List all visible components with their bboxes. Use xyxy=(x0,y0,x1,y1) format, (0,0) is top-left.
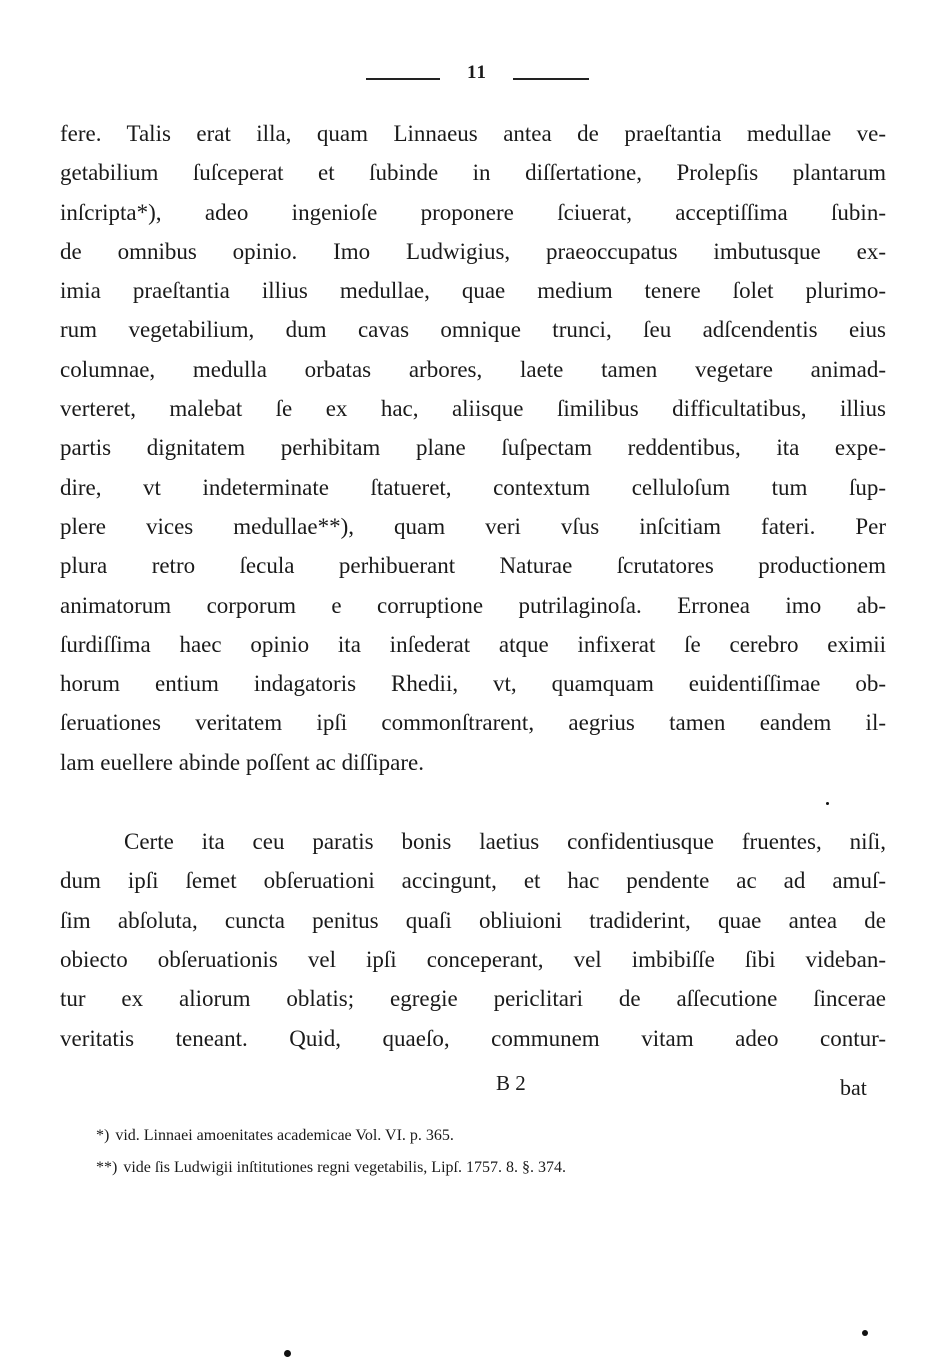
paragraph-2 xyxy=(60,822,886,1058)
text-line: inſcripta*), adeo ingenioſe proponere ſciuerat, acceptiſſima ſubin- xyxy=(60,199,886,225)
footnote xyxy=(96,1120,856,1152)
text-line: dum ipſi ſemet obſeruationi accingunt, et hac pendente ac ad amuſ- xyxy=(60,868,886,894)
text-line: plere vices medullae**), quam veri vſus inſcitiam fateri. Per xyxy=(60,513,886,539)
footnote xyxy=(96,1152,856,1184)
text-line: obiecto obſeruationis vel ipſi conceperant, vel imbibiſſe ſibi videban- xyxy=(60,946,886,972)
paragraph-1 xyxy=(60,114,886,782)
text-line: rum vegetabilium, dum cavas omnique trunci, ſeu adſcendentis eius xyxy=(60,317,886,343)
text-line: Certe ita ceu paratis bonis laetius confidentiusque fruentes, niſi, xyxy=(124,829,886,855)
text-line: ſim abſoluta, cuncta penitus quaſi obliuioni tradiderint, quae antea de xyxy=(60,907,886,933)
page-number: 11 xyxy=(467,62,487,83)
text-line: horum entium indagatoris Rhedii, vt, quamquam euidentiſſimae ob- xyxy=(60,671,886,697)
text-line: partis dignitatem perhibitam plane ſuſpectam reddentibus, ita expe- xyxy=(60,435,886,461)
body-text xyxy=(60,114,886,1058)
header-rule-left xyxy=(366,78,440,80)
catchword: bat xyxy=(840,1075,867,1100)
ink-speck xyxy=(826,802,829,805)
signature-mark: B 2 xyxy=(496,1071,526,1095)
footnotes xyxy=(96,1120,856,1184)
text-line: plura retro ſecula perhibuerant Naturae ſcrutatores productionem xyxy=(60,553,886,579)
ink-speck xyxy=(862,1330,868,1336)
footnote-mark: **) xyxy=(96,1159,118,1176)
text-line: lam euellere abinde poſſent ac diſſipare. xyxy=(60,749,425,775)
text-line: dire, vt indeterminate ſtatueret, contextum celluloſum tum ſup- xyxy=(60,474,886,500)
header-rule-right xyxy=(513,78,589,80)
text-line: fere. Talis erat illa, quam Linnaeus antea de praeſtantia medullae ve- xyxy=(60,121,886,146)
text-line: animatorum corporum e corruptione putrilaginoſa. Erronea imo ab- xyxy=(60,592,886,618)
text-line: getabilium ſuſceperat et ſubinde in diſſertatione, Prolepſis plantarum xyxy=(60,160,886,186)
text-line: ſeruationes veritatem ipſi commonſtrarent, aegrius tamen eandem il- xyxy=(60,710,886,736)
text-line: veritatis teneant. Quid, quaeſo, communem vitam adeo contur- xyxy=(60,1025,886,1051)
footnote-text: vid. Linnaei amoenitates academicae Vol. VI. p. 365. xyxy=(115,1127,454,1144)
ink-speck xyxy=(284,1350,291,1357)
text-line: ſurdiſſima haec opinio ita inſederat atque infixerat ſe cerebro eximii xyxy=(60,631,886,657)
text-line: columnae, medulla orbatas arbores, laete tamen vegetare animad- xyxy=(60,356,886,382)
page-header xyxy=(0,62,950,92)
footnote-mark: *) xyxy=(96,1127,110,1144)
text-line: imia praeſtantia illius medullae, quae medium tenere ſolet plurimo- xyxy=(60,278,886,304)
text-line: verteret, malebat ſe ex hac, aliisque ſimilibus difficultatibus, illius xyxy=(60,396,886,422)
footnote-text: vide ſis Ludwigii inſtitutiones regni vegetabilis, Lipſ. 1757. 8. §. 374. xyxy=(123,1159,566,1176)
text-line: tur ex aliorum oblatis; egregie periclitari de aſſecutione ſincerae xyxy=(60,986,886,1012)
text-line: de omnibus opinio. Imo Ludwigius, praeoccupatus imbutusque ex- xyxy=(60,238,886,264)
paragraph-gap xyxy=(60,782,886,822)
page-catchline xyxy=(0,1068,950,1108)
